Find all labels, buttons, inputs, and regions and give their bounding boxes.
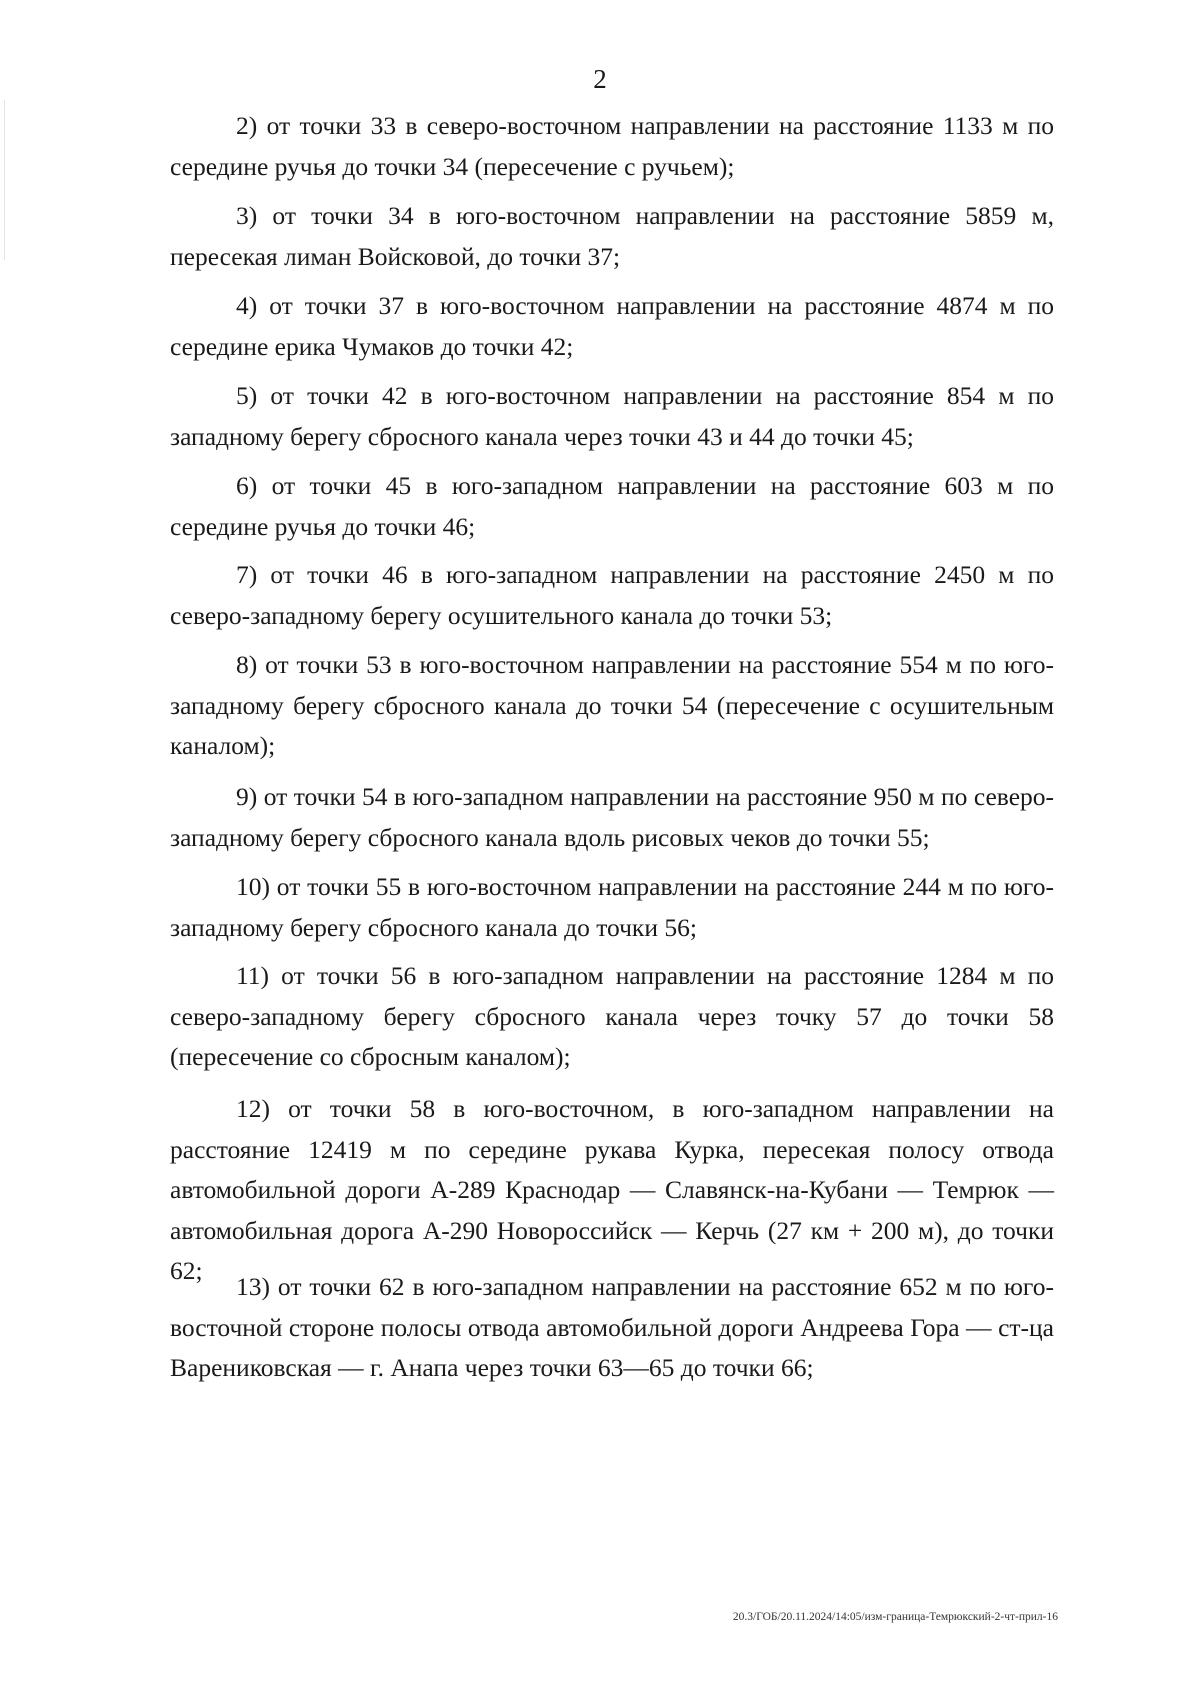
boundary-paragraph: 6) от точки 45 в юго-западном направлении на расстояние 603 м по середине ручья до точки 46; [170, 471, 1054, 541]
page-number: 2 [593, 64, 607, 94]
boundary-paragraph: 12) от точки 58 в юго-восточном, в юго-западном направлении на расстояние 12419 м по середине рукава Курка, пересекая полосу отвода автомобильной дороги А-289 Краснодар — Славянск-на-Кубани — Темрюк — автомобильная дорога А-290 Новороссийск — Керчь (27 км + 200 м), до точки 62; [170, 1094, 1054, 1285]
boundary-paragraph: 13) от точки 62 в юго-западном направлении на расстояние 652 м по юго-восточной стороне полосы отвода автомобильной дороги Андреева Гора — ст-ца Варениковская — г. Анапа через точки 63—65 до точки 66; [170, 1272, 1054, 1382]
boundary-paragraph: 10) от точки 55 в юго-восточном направлении на расстояние 244 м по юго-западному берегу сбросного канала до точки 56; [170, 872, 1054, 942]
document-code: 20.3/ГОБ/20.11.2024/14:05/изм-граница-Темрюкский-2-чт-прил-16 [732, 1611, 1058, 1623]
scan-edge-mark [4, 100, 5, 260]
boundary-paragraph: 7) от точки 46 в юго-западном направлении на расстояние 2450 м по северо-западному берегу осушительного канала до точки 53; [170, 560, 1054, 630]
boundary-paragraph: 9) от точки 54 в юго-западном направлении на расстояние 950 м по северо-западному берегу сбросного канала вдоль рисовых чеков до точки 55; [170, 782, 1054, 852]
boundary-paragraph: 4) от точки 37 в юго-восточном направлении на расстояние 4874 м по середине ерика Чумаков до точки 42; [170, 291, 1054, 361]
boundary-paragraph: 5) от точки 42 в юго-восточном направлении на расстояние 854 м по западному берегу сбросного канала через точки 43 и 44 до точки 45; [170, 381, 1054, 451]
boundary-paragraph: 3) от точки 34 в юго-восточном направлении на расстояние 5859 м, пересекая лиман Войсковой, до точки 37; [170, 201, 1054, 271]
boundary-paragraph: 8) от точки 53 в юго-восточном направлении на расстояние 554 м по юго-западному берегу сбросного канала до точки 54 (пересечение с осушительным каналом); [170, 650, 1054, 760]
boundary-paragraph: 2) от точки 33 в северо-восточном направлении на расстояние 1133 м по середине ручья до точки 34 (пересечение с ручьем); [170, 111, 1054, 181]
boundary-paragraph: 11) от точки 56 в юго-западном направлении на расстояние 1284 м по северо-западному берегу сбросного канала через точку 57 до точки 58 (пересечение со сбросным каналом); [170, 961, 1054, 1071]
